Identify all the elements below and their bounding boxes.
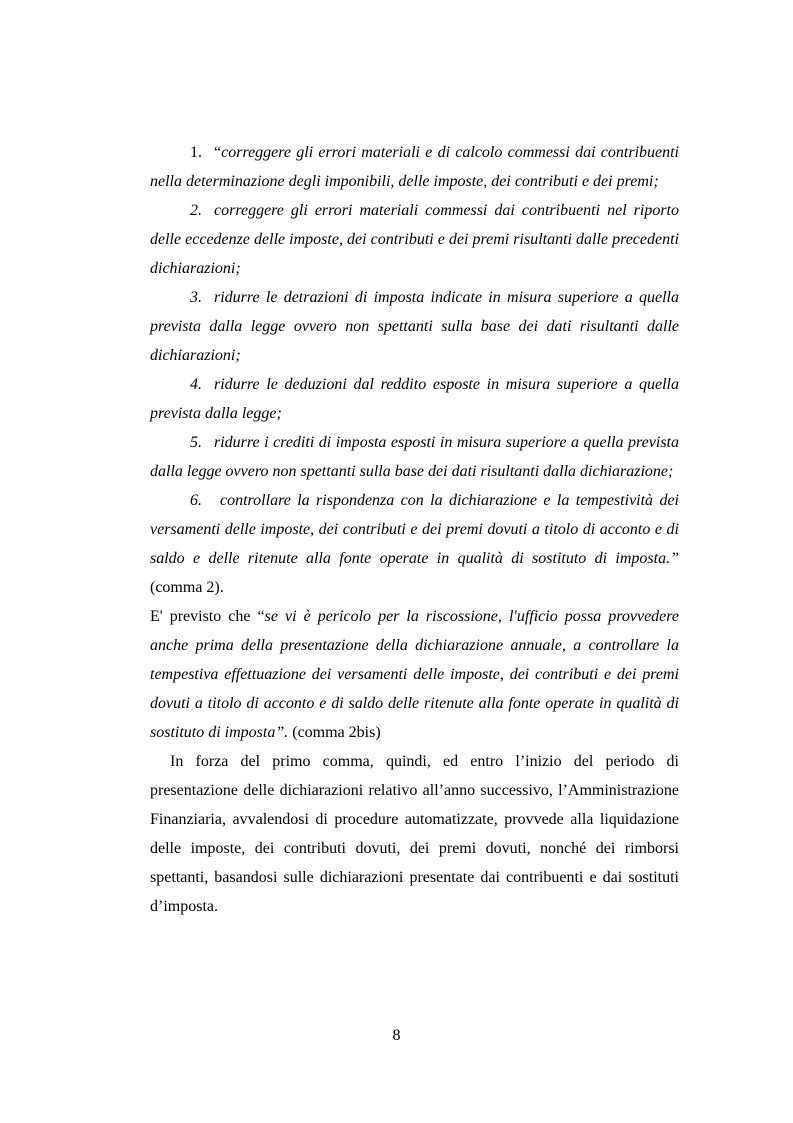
list-item-2	[150, 196, 679, 283]
list-item-4	[150, 370, 679, 428]
open-quote: “	[214, 144, 222, 161]
comma-2bis-lead: E' previsto che “	[150, 608, 265, 625]
item-number: 3.	[190, 289, 202, 306]
comma-2bis-citation: (comma 2bis)	[288, 724, 381, 741]
comma-2bis-paragraph	[150, 602, 679, 747]
document-body	[150, 138, 679, 921]
item-number: 5.	[190, 434, 202, 451]
item-text: correggere gli errori materiali e di calcolo commessi dai contribuenti nella determinazione degli imponibili, delle imposte, dei contributi e dei premi;	[150, 144, 679, 190]
list-item-6	[150, 486, 679, 602]
item-number: 4.	[190, 376, 202, 393]
comma-2bis-quote: se vi è pericolo per la riscossione, l'ufficio possa provvedere anche prima della presentazione della dichiarazione annuale, a controllare la tempestiva effettuazione dei versamenti delle imposte, dei contributi e dei premi dovuti a titolo di acconto e di saldo delle ritenute alla fonte operate in qualità di sostituto di imposta”.	[150, 608, 679, 741]
item-number: 2.	[190, 202, 202, 219]
list-item-5	[150, 428, 679, 486]
list-item-3	[150, 283, 679, 370]
page-number: 8	[392, 1027, 401, 1044]
closing-paragraph: In forza del primo comma, quindi, ed entro l’inizio del periodo di presentazione delle dichiarazioni relativo all’anno successivo, l’Amministrazione Finanziaria, avvalendosi di procedure automatizzate, provvede alla liquidazione delle imposte, dei contributi dovuti, dei premi dovuti, nonché dei rimborsi spettanti, basandosi sulle dichiarazioni presentate dai contribuenti e dai sostituti d’imposta.	[150, 753, 679, 915]
item-text: ridurre i crediti di imposta esposti in misura superiore a quella prevista dalla legge ovvero non spettanti sulla base dei dati risultanti dalla dichiarazione;	[150, 434, 679, 480]
item-text: ridurre le deduzioni dal reddito esposte in misura superiore a quella prevista dalla legge;	[150, 376, 679, 422]
item-number: 1.	[190, 144, 202, 161]
item-citation: (comma 2).	[150, 579, 224, 596]
item-text: correggere gli errori materiali commessi dai contribuenti nel riporto delle eccedenze delle imposte, dei contributi e dei premi risultanti dalle precedenti dichiarazioni;	[150, 202, 679, 277]
list-item-1	[150, 138, 679, 196]
item-number: 6.	[190, 492, 202, 509]
item-text: ridurre le detrazioni di imposta indicate in misura superiore a quella prevista dalla legge ovvero non spettanti sulla base dei dati risultanti dalle dichiarazioni;	[150, 289, 679, 364]
item-text: controllare la rispondenza con la dichiarazione e la tempestività dei versamenti delle imposte, dei contributi e dei premi dovuti a titolo di acconto e di saldo e delle ritenute alla fonte operate in qualità di sostituto di imposta.”	[150, 492, 679, 567]
